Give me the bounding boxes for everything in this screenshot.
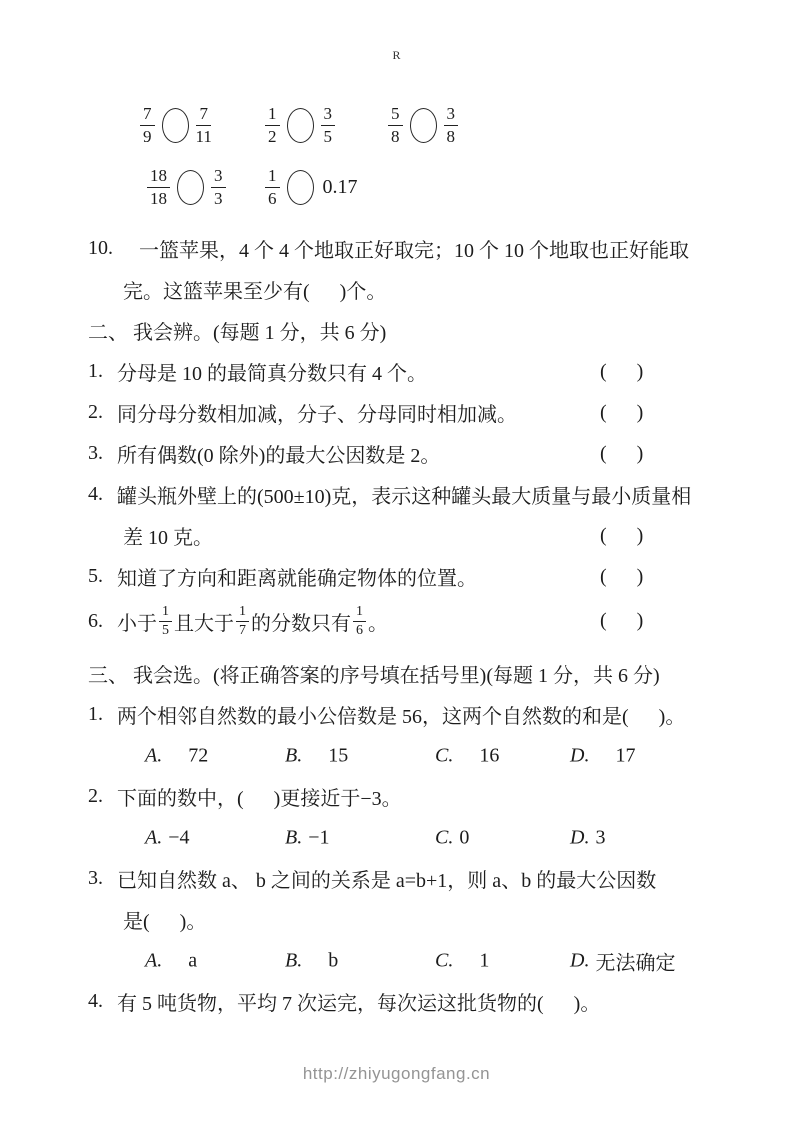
fraction-denominator: 6 <box>268 189 277 209</box>
option-label: B. <box>285 826 303 848</box>
question-text: 下面的数中，( )更接近于−3。 <box>117 788 402 810</box>
fraction-numerator: 7 <box>140 104 155 126</box>
option-value: 17 <box>595 744 636 766</box>
option-value: 15 <box>308 744 349 766</box>
option-label: B. <box>285 949 303 971</box>
fraction-numerator: 1 <box>159 604 172 622</box>
fraction-denominator: 5 <box>162 622 169 638</box>
section-three-title <box>88 653 748 694</box>
option-c <box>435 744 499 767</box>
question-text: 有 5 吨货物，平均 7 次运完，每次运这批货物的( )。 <box>117 993 601 1015</box>
fraction-denominator: 3 <box>214 189 223 209</box>
comparison-item <box>265 166 358 209</box>
fraction <box>211 166 226 209</box>
question-number: 5. <box>88 565 103 587</box>
question-number: 4. <box>88 483 103 505</box>
option-label: A. <box>145 949 163 971</box>
comparison-circle <box>177 170 204 205</box>
fraction-numerator: 3 <box>321 104 336 126</box>
question-number: 1. <box>88 703 103 725</box>
section-two-title <box>88 310 748 351</box>
question-number: 1. <box>88 360 103 382</box>
option-b <box>285 949 338 972</box>
true-false-item <box>88 433 748 474</box>
text-part: 小于 <box>117 612 157 635</box>
fraction <box>444 104 459 147</box>
question-text: 同分母分数相加减，分子、分母同时相加减。 <box>117 404 517 426</box>
comparison-circle <box>287 170 314 205</box>
option-c <box>435 826 469 849</box>
question-number: 10. <box>88 237 113 259</box>
fraction-numerator: 7 <box>196 104 211 126</box>
option-value: 72 <box>168 744 209 766</box>
true-false-item <box>88 515 748 556</box>
choice-question-line <box>88 899 748 940</box>
fraction-denominator: 9 <box>143 127 152 147</box>
option-value: 1 <box>459 949 490 971</box>
answer-blank: ( ) <box>600 360 644 382</box>
true-false-item <box>88 392 748 433</box>
fraction-denominator: 18 <box>150 189 167 209</box>
comparison-circle <box>410 108 437 143</box>
question-text: 已知自然数 a、 b 之间的关系是 a=b+1，则 a、b 的最大公因数 <box>117 870 657 892</box>
fraction-numerator: 3 <box>444 104 459 126</box>
true-false-item <box>88 351 748 392</box>
comparison-item <box>147 166 226 209</box>
option-a <box>145 826 190 849</box>
option-label: B. <box>285 744 303 766</box>
fraction <box>236 604 249 638</box>
fraction <box>265 166 280 209</box>
fraction-denominator: 11 <box>195 127 212 147</box>
question-text: 完。这篮苹果至少有( )个。 <box>123 281 387 303</box>
answer-blank: ( ) <box>600 442 644 464</box>
option-value: b <box>308 949 339 971</box>
true-false-item <box>88 556 748 597</box>
option-d <box>570 744 635 767</box>
fraction <box>321 104 336 147</box>
fraction <box>159 604 172 638</box>
choice-options <box>88 940 748 981</box>
comparison-item <box>140 104 212 147</box>
fraction-numerator: 5 <box>388 104 403 126</box>
fraction-numerator: 3 <box>211 166 226 188</box>
option-label: C. <box>435 826 454 848</box>
question-text: 所有偶数(0 除外)的最大公因数是 2。 <box>117 445 441 467</box>
question-text: 一篮苹果，4 个 4 个地取正好取完；10 个 10 个地取也正好能取 <box>139 240 689 262</box>
option-a <box>145 949 197 972</box>
section-title-text: 二、 我会辨。(每题 1 分，共 6 分) <box>88 322 387 344</box>
fraction-denominator: 5 <box>323 127 332 147</box>
fraction <box>388 104 403 147</box>
option-label: D. <box>570 744 590 766</box>
option-value: −4 <box>168 826 190 848</box>
question-10-line2 <box>88 269 748 310</box>
option-a <box>145 744 208 767</box>
true-false-item <box>88 474 748 515</box>
footer-url: http://zhiyugongfang.cn <box>302 1064 491 1083</box>
fraction <box>147 166 170 209</box>
text-part: 的分数只有 <box>251 612 351 635</box>
option-value: 3 <box>595 826 606 848</box>
fraction-numerator: 1 <box>265 166 280 188</box>
decimal-value: 0.17 <box>322 176 358 199</box>
fraction-denominator: 7 <box>239 622 246 638</box>
fraction-denominator: 6 <box>356 622 363 638</box>
comparison-item <box>265 104 335 147</box>
option-label: D. <box>570 949 590 971</box>
option-label: A. <box>145 744 163 766</box>
worksheet-content <box>88 104 748 1022</box>
option-value: −1 <box>308 826 330 848</box>
fraction <box>196 104 212 147</box>
fraction <box>140 104 155 147</box>
comparison-circle <box>162 108 189 143</box>
text-part: 。 <box>368 612 388 635</box>
fraction-numerator: 1 <box>236 604 249 622</box>
page-header-mark: R <box>392 48 401 62</box>
fraction-denominator: 8 <box>446 127 455 147</box>
question-10-line1 <box>88 228 748 269</box>
question-text: 罐头瓶外壁上的(500±10)克，表示这种罐头最大质量与最小质量相 <box>117 486 692 508</box>
section-title-text: 三、 我会选。(将正确答案的序号填在括号里)(每题 1 分，共 6 分) <box>88 665 660 687</box>
answer-blank: ( ) <box>600 609 644 632</box>
option-value: 16 <box>459 744 500 766</box>
true-false-items <box>88 351 748 645</box>
answer-blank: ( ) <box>600 565 644 587</box>
choice-question-line <box>88 694 748 735</box>
question-number: 2. <box>88 785 103 807</box>
choice-question-line <box>88 981 748 1022</box>
question-text: 差 10 克。 <box>123 527 213 549</box>
fraction <box>353 604 366 638</box>
text-part: 且大于 <box>174 612 234 635</box>
fraction-numerator: 1 <box>353 604 366 622</box>
true-false-item <box>88 597 748 645</box>
question-number: 6. <box>88 609 103 632</box>
option-label: D. <box>570 826 590 848</box>
option-label: A. <box>145 826 163 848</box>
choice-question-line <box>88 858 748 899</box>
question-text: 两个相邻自然数的最小公倍数是 56，这两个自然数的和是( )。 <box>117 706 686 728</box>
question-number: 4. <box>88 990 103 1012</box>
fraction-denominator: 2 <box>268 127 277 147</box>
fraction-comparison-exercise <box>88 104 748 228</box>
comparison-circle <box>287 108 314 143</box>
option-b <box>285 744 348 767</box>
option-d <box>570 826 605 849</box>
question-number: 3. <box>88 867 103 889</box>
fraction-numerator: 18 <box>147 166 170 188</box>
question-text: 是( )。 <box>123 911 207 933</box>
choice-options <box>88 735 748 776</box>
question-text <box>117 604 388 638</box>
answer-blank: ( ) <box>600 401 644 423</box>
option-label: C. <box>435 744 454 766</box>
question-number: 3. <box>88 442 103 464</box>
question-text: 分母是 10 的最简真分数只有 4 个。 <box>117 363 427 385</box>
fraction-numerator: 1 <box>265 104 280 126</box>
fraction-denominator: 8 <box>391 127 400 147</box>
choice-options <box>88 817 748 858</box>
option-value: 0 <box>459 826 470 848</box>
question-number: 2. <box>88 401 103 423</box>
answer-blank: ( ) <box>600 524 644 546</box>
option-d <box>570 946 675 975</box>
option-value: 无法确定 <box>595 952 676 974</box>
fraction <box>265 104 280 147</box>
choice-question-line <box>88 776 748 817</box>
option-value: a <box>168 949 198 971</box>
choice-questions <box>88 694 748 1022</box>
question-text: 知道了方向和距离就能确定物体的位置。 <box>117 568 477 590</box>
option-b <box>285 826 330 849</box>
comparison-item <box>388 104 458 147</box>
option-c <box>435 949 489 972</box>
option-label: C. <box>435 949 454 971</box>
